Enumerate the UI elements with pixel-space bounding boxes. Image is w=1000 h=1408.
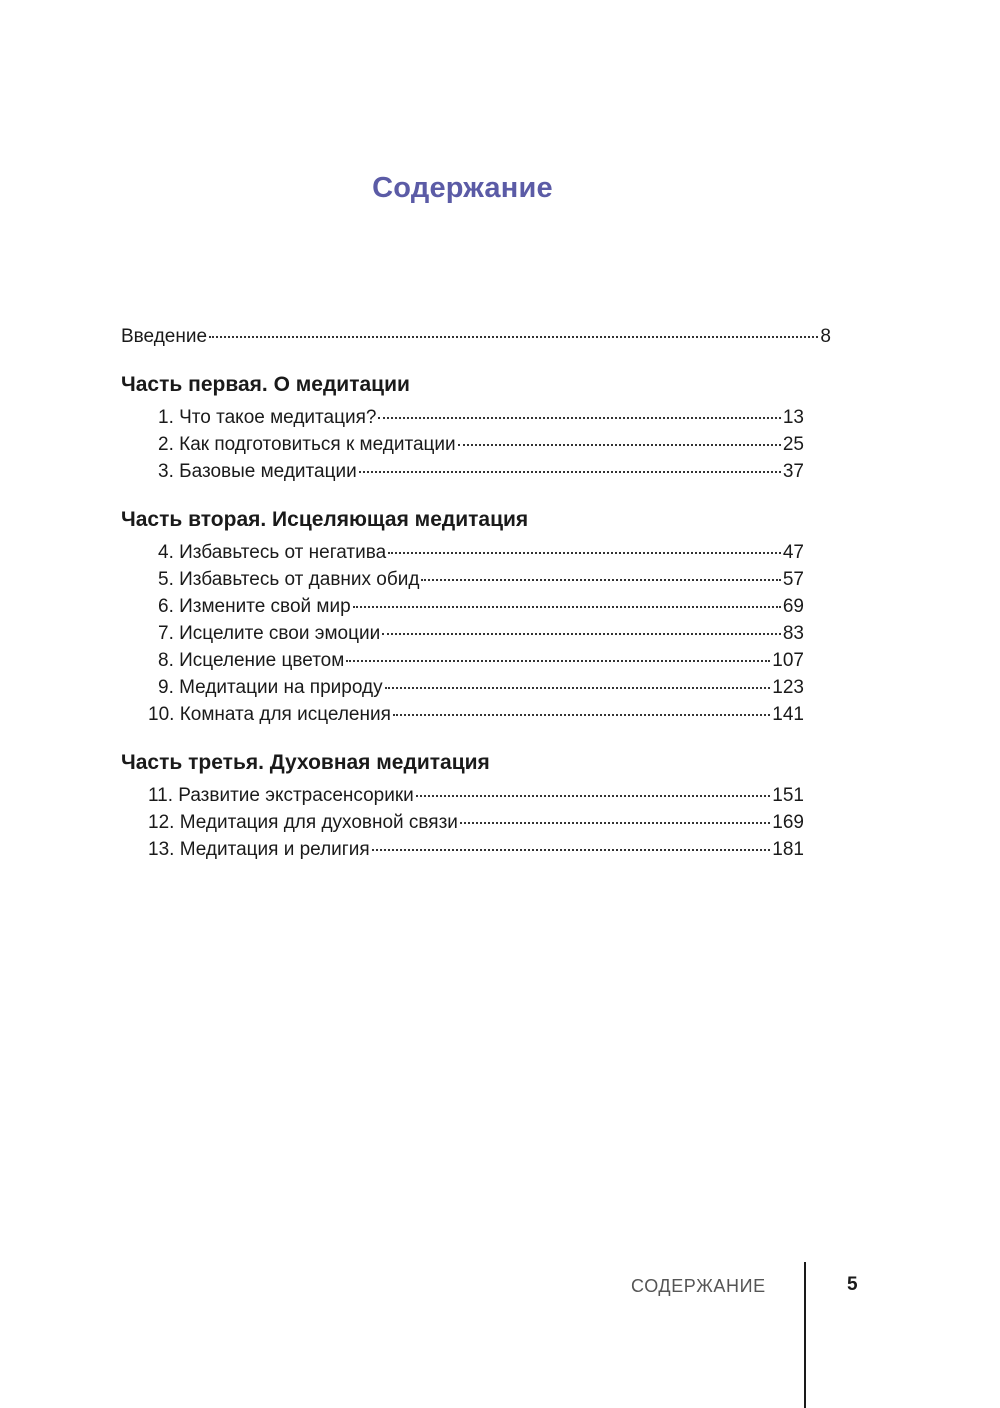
dot-leader xyxy=(382,633,781,635)
toc-entry-label: 11. Развитие экстрасенсорики xyxy=(148,785,414,806)
part-heading[interactable]: Часть третья. Духовная медитация xyxy=(121,751,490,774)
toc-entry[interactable] xyxy=(148,836,804,863)
toc-entry[interactable] xyxy=(158,458,804,485)
toc-entry-page: 141 xyxy=(772,704,804,725)
part-heading[interactable]: Часть первая. О медитации xyxy=(121,373,410,396)
dot-leader xyxy=(460,822,770,824)
chapter-list xyxy=(121,782,804,863)
toc-entry-page: 107 xyxy=(772,650,804,671)
toc-entry[interactable] xyxy=(158,647,804,674)
dot-leader xyxy=(421,579,780,581)
dot-leader xyxy=(209,336,818,338)
toc-entry-label: 5. Избавьтесь от давних обид xyxy=(158,569,420,590)
toc-entry[interactable] xyxy=(158,674,804,701)
toc-entry-label: 9. Медитации на природу xyxy=(158,677,383,698)
chapter-list xyxy=(121,539,804,728)
toc-entry-page: 181 xyxy=(772,839,804,860)
toc-part-3 xyxy=(121,748,831,863)
table-of-contents xyxy=(121,323,831,883)
toc-entry[interactable] xyxy=(158,566,804,593)
dot-leader xyxy=(393,714,770,716)
dot-leader xyxy=(458,444,781,446)
toc-part-2 xyxy=(121,505,831,728)
toc-entry[interactable] xyxy=(158,404,804,431)
dot-leader xyxy=(346,660,770,662)
toc-entry-page: 151 xyxy=(772,785,804,806)
dot-leader xyxy=(378,417,780,419)
toc-entry[interactable] xyxy=(158,620,804,647)
dot-leader xyxy=(359,471,781,473)
toc-entry[interactable] xyxy=(148,782,804,809)
toc-entry-label: 1. Что такое медитация? xyxy=(158,407,377,428)
toc-entry[interactable] xyxy=(158,593,804,620)
dot-leader xyxy=(416,795,771,797)
toc-entry-page: 57 xyxy=(782,569,804,590)
chapter-list xyxy=(121,404,804,485)
footer-divider xyxy=(804,1262,806,1408)
toc-entry-label: 4. Избавьтесь от негатива xyxy=(158,542,387,563)
toc-entry-page: 37 xyxy=(782,461,804,482)
page-title: Содержание xyxy=(372,172,553,204)
dot-leader xyxy=(353,606,781,608)
dot-leader xyxy=(372,849,771,851)
toc-entry[interactable] xyxy=(148,701,804,728)
dot-leader xyxy=(385,687,771,689)
toc-entry-label: Введение xyxy=(121,326,208,347)
toc-entry-page: 169 xyxy=(772,812,804,833)
toc-entry-page: 123 xyxy=(772,677,804,698)
toc-entry-label: 13. Медитация и религия xyxy=(148,839,370,860)
part-heading[interactable]: Часть вторая. Исцеляющая медитация xyxy=(121,508,529,531)
toc-entry-label: 3. Базовые медитации xyxy=(158,461,357,482)
page-number: 5 xyxy=(847,1274,858,1295)
running-footer-section: СОДЕРЖАНИЕ xyxy=(631,1276,766,1296)
dot-leader xyxy=(388,552,781,554)
toc-entry-page: 47 xyxy=(782,542,804,563)
toc-entry-page: 13 xyxy=(782,407,804,428)
toc-entry[interactable] xyxy=(158,431,804,458)
toc-entry-label: 6. Измените свой мир xyxy=(158,596,351,617)
toc-entry-label: 12. Медитация для духовной связи xyxy=(148,812,458,833)
toc-entry-label: 10. Комната для исцеления xyxy=(148,704,391,725)
toc-entry-page: 83 xyxy=(782,623,804,644)
toc-entry-page: 69 xyxy=(782,596,804,617)
toc-entry[interactable] xyxy=(148,809,804,836)
toc-entry[interactable] xyxy=(158,539,804,566)
toc-entry-page: 25 xyxy=(782,434,804,455)
toc-entry-label: 2. Как подготовиться к медитации xyxy=(158,434,456,455)
toc-entry-page: 8 xyxy=(820,326,831,347)
toc-entry-label: 7. Исцелите свои эмоции xyxy=(158,623,381,644)
toc-part-1 xyxy=(121,370,831,485)
toc-entry-label: 8. Исцеление цветом xyxy=(158,650,345,671)
toc-entry-intro[interactable] xyxy=(121,323,831,350)
